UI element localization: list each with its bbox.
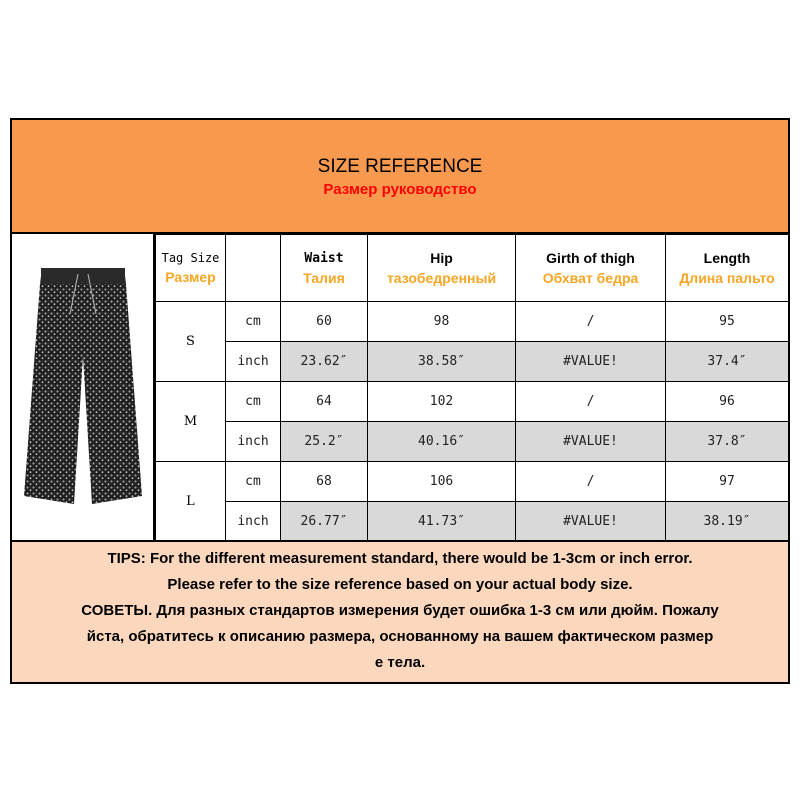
- sequin-wide-leg-pants-icon: [20, 264, 146, 514]
- size-table: [155, 234, 789, 542]
- chart-header: [12, 120, 788, 234]
- thigh-cell: /: [516, 382, 666, 422]
- unit-cell: inch: [226, 422, 281, 462]
- thigh-header: [516, 235, 666, 302]
- tips-line: Please refer to the size reference based on your actual body size.: [167, 576, 633, 593]
- hip-header: [368, 235, 516, 302]
- table-row: [156, 342, 789, 382]
- table-row: [156, 422, 789, 462]
- length-cell: 96: [666, 382, 789, 422]
- hip-label: Hip: [430, 250, 453, 266]
- tips-panel: [12, 540, 788, 682]
- table-row: [156, 302, 789, 342]
- product-photo: [12, 234, 155, 540]
- hip-cell: 40.16″: [368, 422, 516, 462]
- tag-size-header: [156, 235, 226, 302]
- size-label: S: [156, 302, 226, 382]
- unit-cell: cm: [226, 302, 281, 342]
- chart-title: SIZE REFERENCE: [317, 156, 483, 177]
- chart-subtitle: Размер руководство: [323, 181, 477, 198]
- tips-line: СОВЕТЫ. Для разных стандартов измерения будет ошибка 1-3 см или дюйм. Пожалу: [81, 602, 719, 619]
- waist-cell: 68: [281, 462, 368, 502]
- waist-cell: 60: [281, 302, 368, 342]
- hip-ru-label: тазобедренный: [386, 270, 497, 286]
- unit-cell: inch: [226, 342, 281, 382]
- thigh-cell: #VALUE!: [516, 422, 666, 462]
- tag-size-ru-label: Размер: [165, 269, 216, 285]
- table-row: [156, 382, 789, 422]
- length-header: [666, 235, 789, 302]
- hip-cell: 38.58″: [368, 342, 516, 382]
- waist-cell: 25.2″: [281, 422, 368, 462]
- thigh-cell: /: [516, 462, 666, 502]
- unit-cell: inch: [226, 502, 281, 542]
- waist-header: [281, 235, 368, 302]
- tips-line: TIPS: For the different measurement standard, there would be 1-3cm or inch error.: [107, 550, 693, 567]
- thigh-cell: #VALUE!: [516, 342, 666, 382]
- thigh-cell: #VALUE!: [516, 502, 666, 542]
- length-ru-label: Длина пальто: [679, 270, 775, 286]
- length-label: Length: [703, 250, 751, 266]
- hip-cell: 98: [368, 302, 516, 342]
- hip-cell: 106: [368, 462, 516, 502]
- tips-line: йста, обратитесь к описанию размера, основанному на вашем фактическом размер: [86, 628, 714, 645]
- unit-cell: cm: [226, 382, 281, 422]
- length-cell: 37.8″: [666, 422, 789, 462]
- table-row: [156, 502, 789, 542]
- size-label: L: [156, 462, 226, 542]
- length-cell: 95: [666, 302, 789, 342]
- length-cell: 38.19″: [666, 502, 789, 542]
- length-cell: 37.4″: [666, 342, 789, 382]
- length-cell: 97: [666, 462, 789, 502]
- waist-cell: 23.62″: [281, 342, 368, 382]
- thigh-cell: /: [516, 302, 666, 342]
- waist-cell: 26.77″: [281, 502, 368, 542]
- thigh-label: Girth of thigh: [546, 250, 635, 266]
- thigh-ru-label: Обхват бедра: [542, 270, 639, 286]
- tips-line: е тела.: [374, 654, 426, 671]
- unit-header: [226, 235, 281, 302]
- hip-cell: 102: [368, 382, 516, 422]
- waist-label: Waist: [304, 250, 344, 266]
- table-header-row: [156, 235, 789, 302]
- table-row: [156, 462, 789, 502]
- hip-cell: 41.73″: [368, 502, 516, 542]
- waist-ru-label: Талия: [303, 269, 345, 286]
- waist-cell: 64: [281, 382, 368, 422]
- size-label: M: [156, 382, 226, 462]
- size-chart: [10, 118, 790, 684]
- unit-cell: cm: [226, 462, 281, 502]
- tag-size-label: Tag Size: [161, 251, 220, 265]
